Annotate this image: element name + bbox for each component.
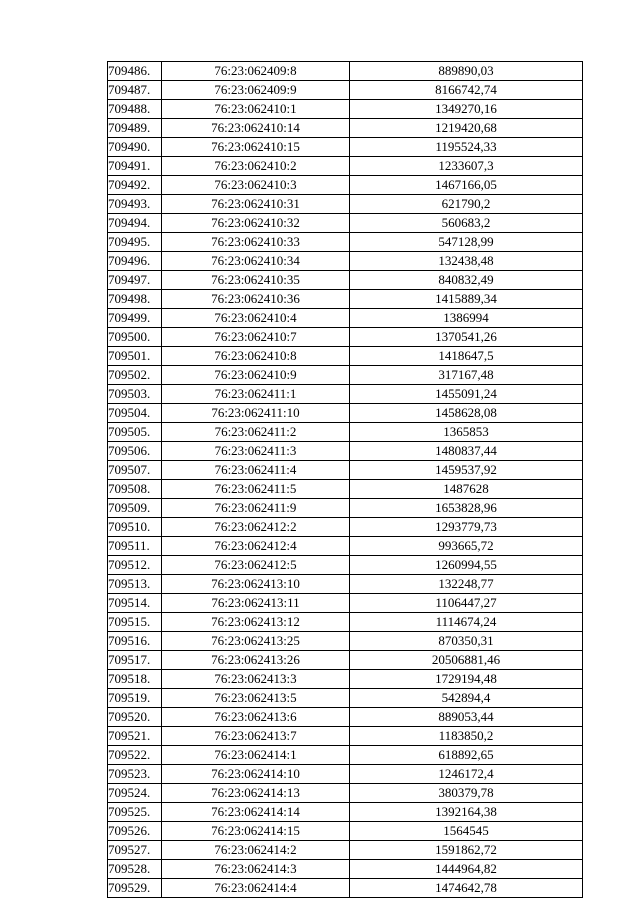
row-number-cell: 709510. (108, 518, 162, 537)
cadastral-value-cell: 547128,99 (350, 233, 583, 252)
table-row (108, 157, 583, 176)
table-row (108, 632, 583, 651)
table-row (108, 689, 583, 708)
row-number-cell: 709493. (108, 195, 162, 214)
row-number-cell: 709513. (108, 575, 162, 594)
row-number-cell: 709517. (108, 651, 162, 670)
cadastral-number-cell: 76:23:062414:1 (162, 746, 350, 765)
row-number-cell: 709497. (108, 271, 162, 290)
cadastral-value-cell: 1729194,48 (350, 670, 583, 689)
table-row (108, 100, 583, 119)
row-number-cell: 709491. (108, 157, 162, 176)
cadastral-number-cell: 76:23:062411:2 (162, 423, 350, 442)
cadastral-number-cell: 76:23:062412:2 (162, 518, 350, 537)
table-row (108, 613, 583, 632)
cadastral-value-cell: 1653828,96 (350, 499, 583, 518)
cadastral-number-cell: 76:23:062411:9 (162, 499, 350, 518)
row-number-cell: 709495. (108, 233, 162, 252)
table-row (108, 556, 583, 575)
table-row (108, 309, 583, 328)
cadastral-value-cell: 1455091,24 (350, 385, 583, 404)
cadastral-number-cell: 76:23:062413:10 (162, 575, 350, 594)
row-number-cell: 709486. (108, 62, 162, 81)
cadastral-value-cell: 1591862,72 (350, 841, 583, 860)
cadastral-value-cell: 317167,48 (350, 366, 583, 385)
table-row (108, 784, 583, 803)
cadastral-number-cell: 76:23:062410:36 (162, 290, 350, 309)
row-number-cell: 709514. (108, 594, 162, 613)
cadastral-number-cell: 76:23:062413:25 (162, 632, 350, 651)
cadastral-number-cell: 76:23:062410:9 (162, 366, 350, 385)
table-row (108, 461, 583, 480)
cadastral-number-cell: 76:23:062413:6 (162, 708, 350, 727)
row-number-cell: 709529. (108, 879, 162, 898)
cadastral-number-cell: 76:23:062413:3 (162, 670, 350, 689)
table-row (108, 841, 583, 860)
table-row (108, 347, 583, 366)
cadastral-value-cell: 618892,65 (350, 746, 583, 765)
cadastral-value-cell: 380379,78 (350, 784, 583, 803)
table-row (108, 214, 583, 233)
table-row (108, 746, 583, 765)
row-number-cell: 709505. (108, 423, 162, 442)
cadastral-number-cell: 76:23:062410:4 (162, 309, 350, 328)
row-number-cell: 709509. (108, 499, 162, 518)
row-number-cell: 709520. (108, 708, 162, 727)
cadastral-value-cell: 1386994 (350, 309, 583, 328)
table-row (108, 518, 583, 537)
cadastral-number-cell: 76:23:062410:1 (162, 100, 350, 119)
cadastral-number-cell: 76:23:062409:9 (162, 81, 350, 100)
cadastral-number-cell: 76:23:062413:7 (162, 727, 350, 746)
table-body (108, 62, 583, 898)
row-number-cell: 709498. (108, 290, 162, 309)
row-number-cell: 709511. (108, 537, 162, 556)
cadastral-number-cell: 76:23:062410:7 (162, 328, 350, 347)
table-row (108, 233, 583, 252)
row-number-cell: 709488. (108, 100, 162, 119)
cadastral-value-cell: 20506881,46 (350, 651, 583, 670)
cadastral-number-cell: 76:23:062410:14 (162, 119, 350, 138)
cadastral-number-cell: 76:23:062413:12 (162, 613, 350, 632)
cadastral-number-cell: 76:23:062414:10 (162, 765, 350, 784)
row-number-cell: 709518. (108, 670, 162, 689)
cadastral-value-cell: 1293779,73 (350, 518, 583, 537)
table-row (108, 138, 583, 157)
cadastral-value-cell: 560683,2 (350, 214, 583, 233)
table-row (108, 328, 583, 347)
cadastral-value-cell: 870350,31 (350, 632, 583, 651)
cadastral-value-cell: 1114674,24 (350, 613, 583, 632)
table-row (108, 651, 583, 670)
row-number-cell: 709516. (108, 632, 162, 651)
row-number-cell: 709524. (108, 784, 162, 803)
row-number-cell: 709500. (108, 328, 162, 347)
cadastral-value-cell: 1183850,2 (350, 727, 583, 746)
row-number-cell: 709519. (108, 689, 162, 708)
cadastral-value-cell: 1418647,5 (350, 347, 583, 366)
cadastral-number-cell: 76:23:062410:34 (162, 252, 350, 271)
cadastral-value-cell: 1246172,4 (350, 765, 583, 784)
cadastral-number-cell: 76:23:062411:4 (162, 461, 350, 480)
row-number-cell: 709521. (108, 727, 162, 746)
table-row (108, 404, 583, 423)
row-number-cell: 709523. (108, 765, 162, 784)
row-number-cell: 709512. (108, 556, 162, 575)
row-number-cell: 709504. (108, 404, 162, 423)
cadastral-number-cell: 76:23:062410:35 (162, 271, 350, 290)
cadastral-value-cell: 1233607,3 (350, 157, 583, 176)
cadastral-value-cell: 840832,49 (350, 271, 583, 290)
table-row (108, 423, 583, 442)
table-row (108, 594, 583, 613)
table-row (108, 499, 583, 518)
cadastral-number-cell: 76:23:062414:3 (162, 860, 350, 879)
cadastral-number-cell: 76:23:062410:3 (162, 176, 350, 195)
row-number-cell: 709508. (108, 480, 162, 499)
table-row (108, 62, 583, 81)
cadastral-number-cell: 76:23:062413:5 (162, 689, 350, 708)
table-row (108, 442, 583, 461)
table-row (108, 480, 583, 499)
row-number-cell: 709515. (108, 613, 162, 632)
table-row (108, 822, 583, 841)
cadastral-number-cell: 76:23:062409:8 (162, 62, 350, 81)
row-number-cell: 709522. (108, 746, 162, 765)
cadastral-number-cell: 76:23:062411:1 (162, 385, 350, 404)
cadastral-number-cell: 76:23:062412:4 (162, 537, 350, 556)
cadastral-value-cell: 132248,77 (350, 575, 583, 594)
cadastral-value-cell: 1106447,27 (350, 594, 583, 613)
cadastral-value-cell: 1349270,16 (350, 100, 583, 119)
cadastral-number-cell: 76:23:062410:33 (162, 233, 350, 252)
table-row (108, 366, 583, 385)
cadastral-value-table (107, 61, 583, 898)
cadastral-number-cell: 76:23:062414:13 (162, 784, 350, 803)
cadastral-number-cell: 76:23:062414:15 (162, 822, 350, 841)
table-row (108, 537, 583, 556)
table-row (108, 290, 583, 309)
table-row (108, 176, 583, 195)
cadastral-number-cell: 76:23:062412:5 (162, 556, 350, 575)
cadastral-value-cell: 1444964,82 (350, 860, 583, 879)
cadastral-number-cell: 76:23:062410:15 (162, 138, 350, 157)
cadastral-value-cell: 1459537,92 (350, 461, 583, 480)
cadastral-value-cell: 1474642,78 (350, 879, 583, 898)
cadastral-value-cell: 1467166,05 (350, 176, 583, 195)
table-row (108, 727, 583, 746)
row-number-cell: 709506. (108, 442, 162, 461)
table-row (108, 385, 583, 404)
cadastral-number-cell: 76:23:062413:26 (162, 651, 350, 670)
row-number-cell: 709507. (108, 461, 162, 480)
row-number-cell: 709502. (108, 366, 162, 385)
row-number-cell: 709503. (108, 385, 162, 404)
row-number-cell: 709496. (108, 252, 162, 271)
cadastral-value-cell: 542894,4 (350, 689, 583, 708)
cadastral-value-cell: 1260994,55 (350, 556, 583, 575)
row-number-cell: 709492. (108, 176, 162, 195)
cadastral-value-cell: 621790,2 (350, 195, 583, 214)
cadastral-value-cell: 1415889,34 (350, 290, 583, 309)
cadastral-number-cell: 76:23:062414:4 (162, 879, 350, 898)
cadastral-number-cell: 76:23:062411:5 (162, 480, 350, 499)
cadastral-value-cell: 1370541,26 (350, 328, 583, 347)
table-row (108, 708, 583, 727)
row-number-cell: 709527. (108, 841, 162, 860)
cadastral-value-cell: 1392164,38 (350, 803, 583, 822)
cadastral-value-cell: 993665,72 (350, 537, 583, 556)
row-number-cell: 709499. (108, 309, 162, 328)
cadastral-number-cell: 76:23:062414:2 (162, 841, 350, 860)
table-row (108, 119, 583, 138)
row-number-cell: 709490. (108, 138, 162, 157)
table-row (108, 252, 583, 271)
table-row (108, 670, 583, 689)
cadastral-value-cell: 889890,03 (350, 62, 583, 81)
cadastral-number-cell: 76:23:062410:31 (162, 195, 350, 214)
table-row (108, 879, 583, 898)
cadastral-number-cell: 76:23:062411:10 (162, 404, 350, 423)
table-row (108, 803, 583, 822)
row-number-cell: 709494. (108, 214, 162, 233)
cadastral-value-cell: 132438,48 (350, 252, 583, 271)
row-number-cell: 709525. (108, 803, 162, 822)
cadastral-value-cell: 1480837,44 (350, 442, 583, 461)
cadastral-number-cell: 76:23:062410:2 (162, 157, 350, 176)
cadastral-number-cell: 76:23:062414:14 (162, 803, 350, 822)
table-row (108, 195, 583, 214)
cadastral-number-cell: 76:23:062410:32 (162, 214, 350, 233)
row-number-cell: 709526. (108, 822, 162, 841)
cadastral-value-cell: 889053,44 (350, 708, 583, 727)
table-row (108, 81, 583, 100)
cadastral-number-cell: 76:23:062411:3 (162, 442, 350, 461)
table-row (108, 765, 583, 784)
row-number-cell: 709489. (108, 119, 162, 138)
cadastral-value-cell: 1365853 (350, 423, 583, 442)
cadastral-value-cell: 1487628 (350, 480, 583, 499)
row-number-cell: 709528. (108, 860, 162, 879)
row-number-cell: 709501. (108, 347, 162, 366)
row-number-cell: 709487. (108, 81, 162, 100)
cadastral-value-cell: 8166742,74 (350, 81, 583, 100)
table-row (108, 860, 583, 879)
table-row (108, 271, 583, 290)
cadastral-number-cell: 76:23:062413:11 (162, 594, 350, 613)
table-row (108, 575, 583, 594)
cadastral-value-cell: 1195524,33 (350, 138, 583, 157)
cadastral-number-cell: 76:23:062410:8 (162, 347, 350, 366)
cadastral-value-cell: 1458628,08 (350, 404, 583, 423)
cadastral-value-cell: 1564545 (350, 822, 583, 841)
cadastral-value-cell: 1219420,68 (350, 119, 583, 138)
